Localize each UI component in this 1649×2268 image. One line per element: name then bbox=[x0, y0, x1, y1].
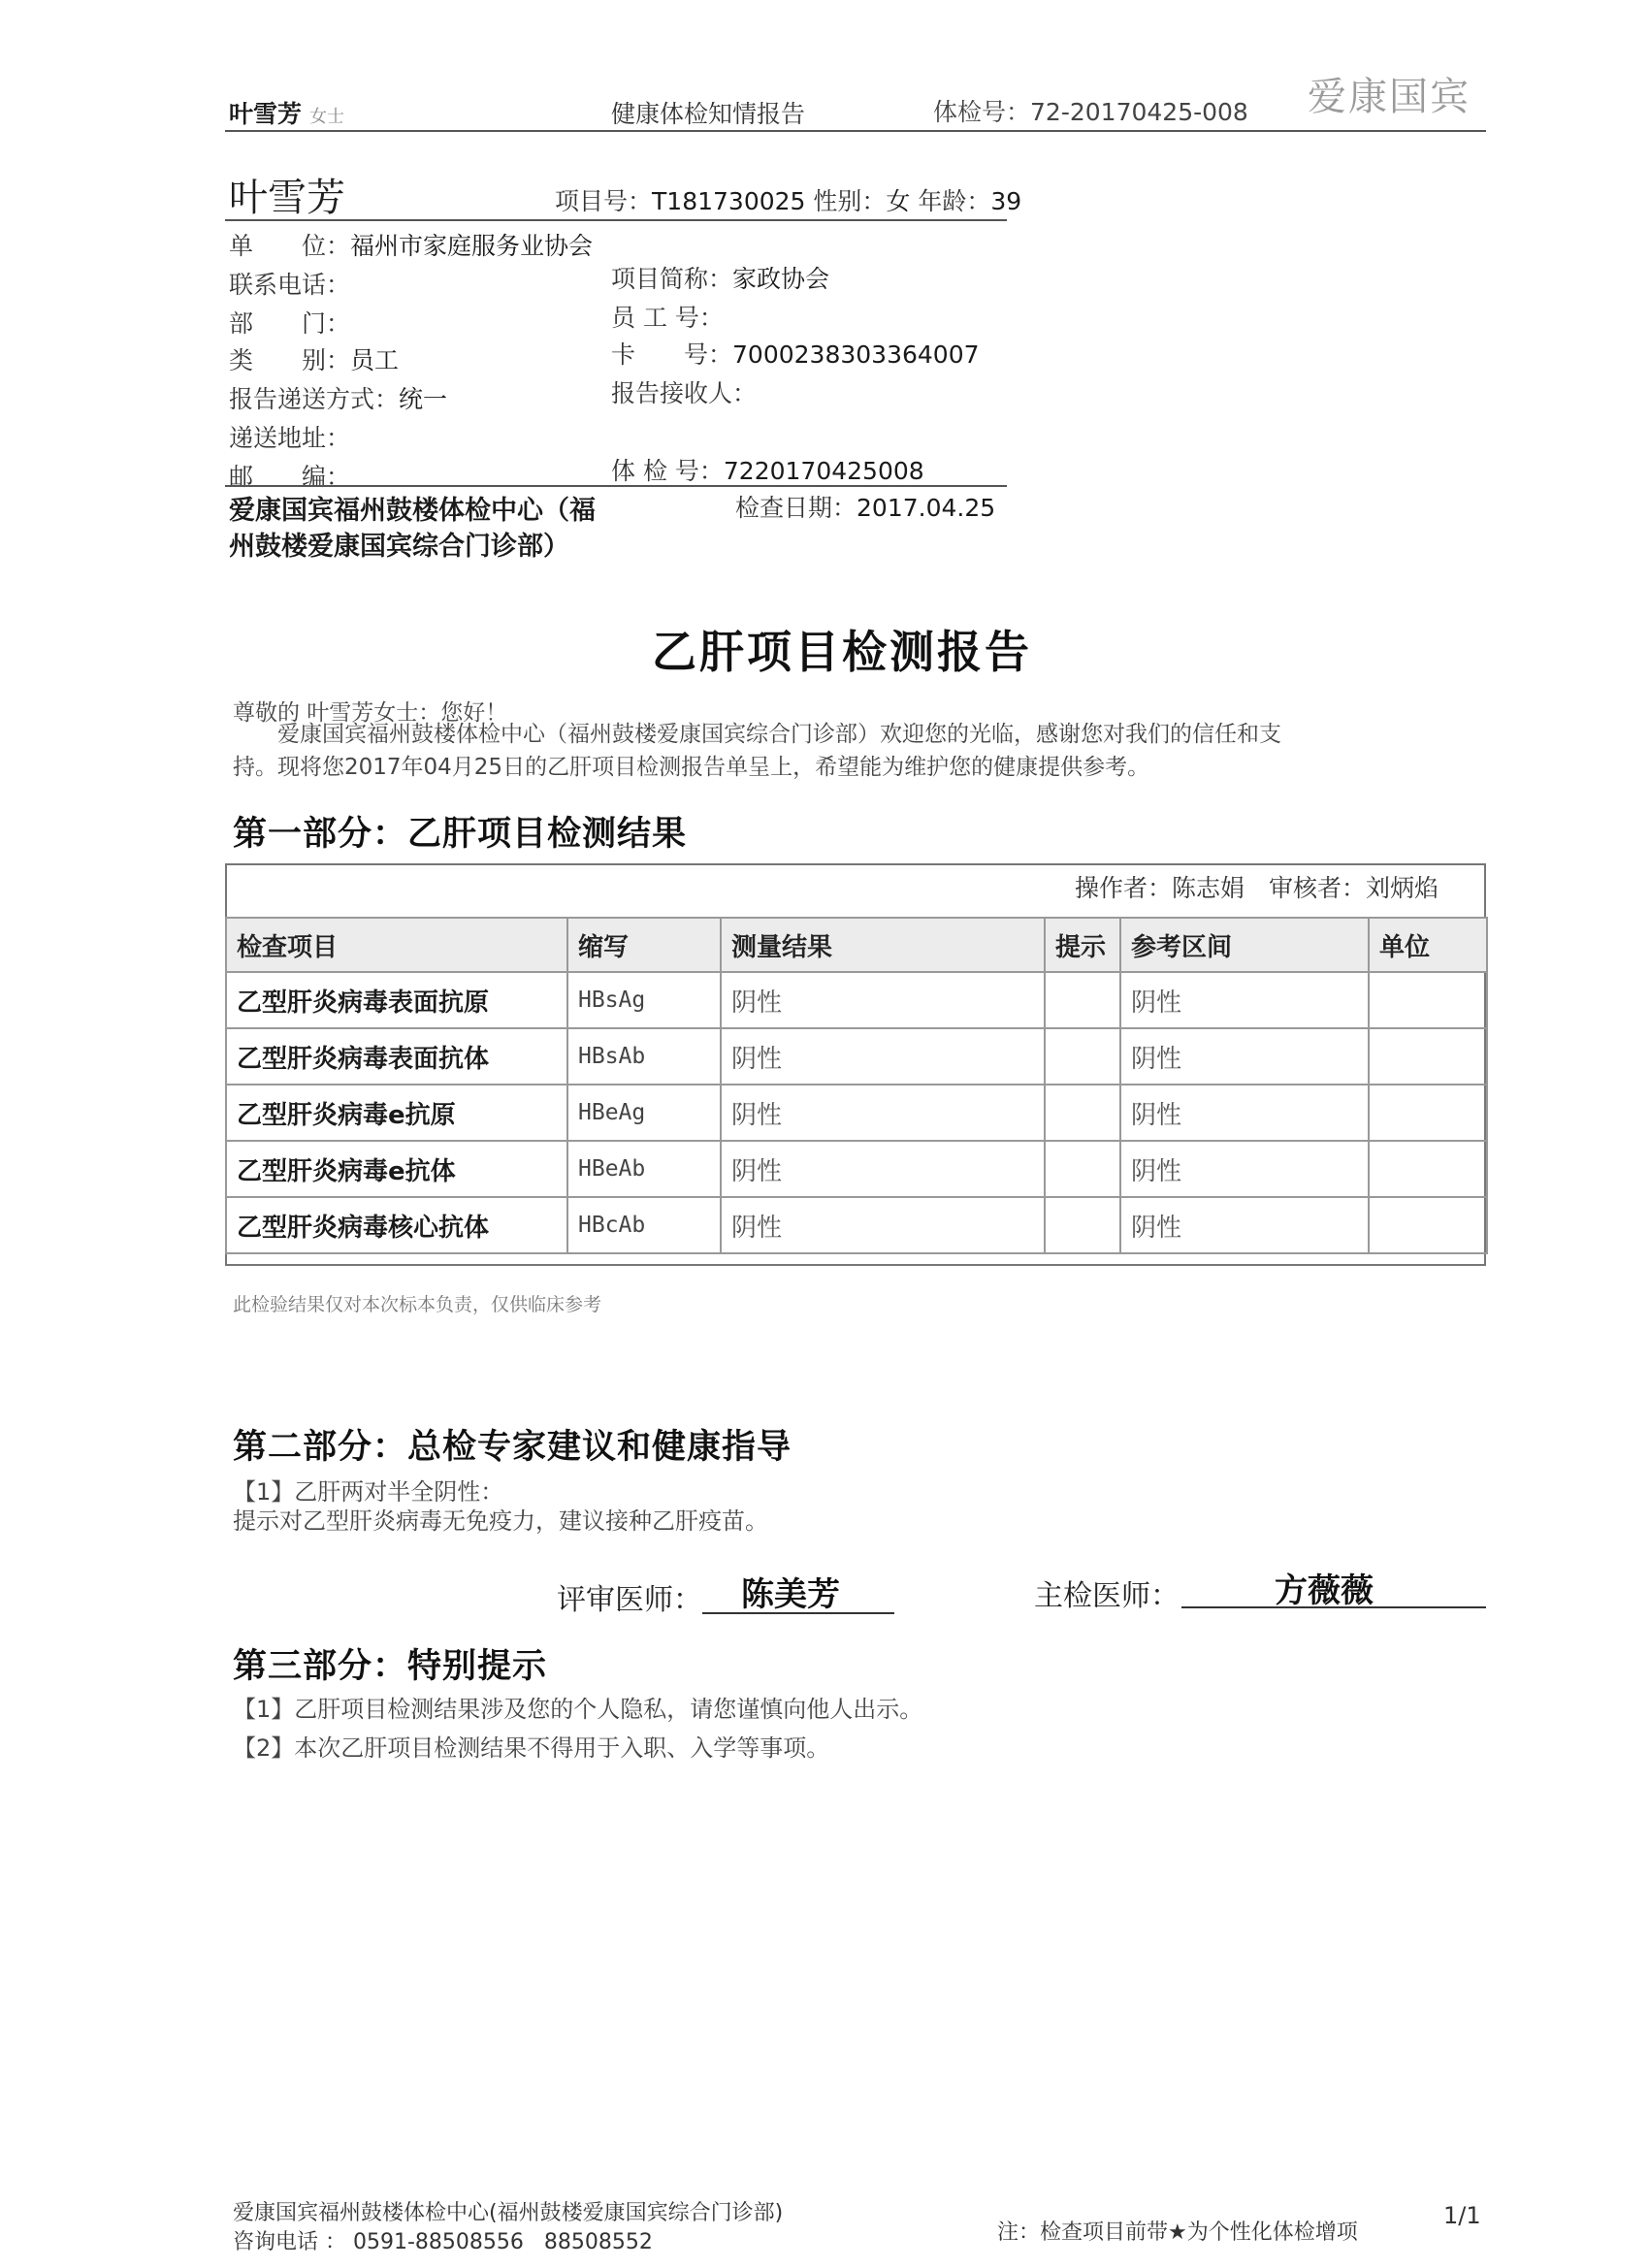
exam-date: 2017.04.25 bbox=[857, 494, 996, 522]
project-no: T181730025 bbox=[652, 187, 806, 215]
cell-abbr: HBeAg bbox=[567, 1085, 721, 1141]
cell-ref: 阴性 bbox=[1120, 972, 1369, 1028]
cell-abbr: HBeAb bbox=[567, 1141, 721, 1197]
cell-abbr: HBsAg bbox=[567, 972, 721, 1028]
reviewer: 审核者：刘炳焰 bbox=[1269, 874, 1439, 902]
chief-signature-line bbox=[1181, 1606, 1486, 1608]
staff-no-label: 员 工 号： bbox=[611, 304, 724, 332]
exam-no: 7220170425008 bbox=[723, 457, 924, 485]
footer-center: 爱康国宾福州鼓楼体检中心(福州鼓楼爱康国宾综合门诊部) bbox=[233, 2201, 784, 2225]
age-label: 年龄： bbox=[918, 187, 991, 215]
cell-unit bbox=[1369, 1141, 1487, 1197]
greeting: 尊敬的 叶雪芳女士：您好！ bbox=[233, 700, 508, 726]
cell-hint bbox=[1045, 1141, 1120, 1197]
cell-item: 乙型肝炎病毒表面抗原 bbox=[226, 972, 567, 1028]
card-no: 7000238303364007 bbox=[732, 340, 980, 369]
cell-unit bbox=[1369, 1085, 1487, 1141]
gender: 女 bbox=[886, 187, 911, 215]
cell-result: 阴性 bbox=[721, 1028, 1045, 1085]
table-row bbox=[226, 972, 1487, 1028]
cell-result: 阴性 bbox=[721, 972, 1045, 1028]
table-operators bbox=[1075, 869, 1439, 904]
footer-note: 注：检查项目前带★为个性化体检增项 bbox=[997, 2220, 1358, 2245]
part1-title: 第一部分：乙肝项目检测结果 bbox=[233, 815, 688, 854]
tip-item-1: 【1】乙肝项目检测结果涉及您的个人隐私，请您谨慎向他人出示。 bbox=[233, 1696, 923, 1723]
exam-center-name: 爱康国宾福州鼓楼体检中心（福州鼓楼爱康国宾综合门诊部） bbox=[229, 496, 596, 562]
cell-item: 乙型肝炎病毒e抗原 bbox=[226, 1085, 567, 1141]
reviewer-doctor-label: 评审医师： bbox=[557, 1583, 702, 1617]
part3-title: 第三部分：特别提示 bbox=[233, 1647, 548, 1686]
cell-result: 阴性 bbox=[721, 1085, 1045, 1141]
col-header-item: 检查项目 bbox=[226, 918, 567, 972]
cell-abbr: HBsAb bbox=[567, 1028, 721, 1085]
category-label: 类 别： bbox=[229, 346, 351, 374]
header-report-type: 健康体检知情报告 bbox=[611, 100, 806, 128]
cell-unit bbox=[1369, 972, 1487, 1028]
header-divider bbox=[225, 130, 1486, 132]
footer-phone-row bbox=[233, 2225, 653, 2255]
reviewer-signature-line bbox=[702, 1612, 894, 1614]
part2-title: 第二部分：总检专家建议和健康指导 bbox=[233, 1428, 792, 1467]
brand-logo-text: 爱康国宾 bbox=[1308, 75, 1471, 119]
results-table bbox=[225, 917, 1488, 1254]
card-label: 卡 号： bbox=[611, 340, 733, 369]
footer-phone-1: 0591-88508556 bbox=[353, 2230, 524, 2254]
zip-label: 邮 编： bbox=[229, 463, 351, 491]
col-header-hint: 提示 bbox=[1045, 918, 1120, 972]
project-name-row bbox=[611, 260, 829, 295]
col-header-abbr: 缩写 bbox=[567, 918, 721, 972]
result-disclaimer: 此检验结果仅对本次标本负责，仅供临床参考 bbox=[233, 1294, 602, 1315]
header-patient-name: 叶雪芳 bbox=[229, 100, 303, 128]
header-salutation: 女士 bbox=[308, 107, 344, 127]
header-exam-no bbox=[933, 93, 1248, 128]
cell-result: 阴性 bbox=[721, 1141, 1045, 1197]
receiver-label: 报告接收人： bbox=[611, 379, 758, 407]
cell-abbr: HBcAb bbox=[567, 1197, 721, 1253]
advice-item-1: 【1】乙肝两对半全阴性： bbox=[233, 1478, 504, 1506]
header-patient bbox=[229, 95, 344, 130]
footer-phone-2: 88508552 bbox=[543, 2230, 653, 2254]
exam-no-label: 体 检 号： bbox=[611, 457, 724, 485]
delivery-label: 报告递送方式： bbox=[229, 385, 400, 413]
operator: 操作者：陈志娟 bbox=[1075, 874, 1245, 902]
category-row bbox=[229, 341, 399, 376]
gender-label: 性别： bbox=[813, 187, 887, 215]
address-label: 递送地址： bbox=[229, 424, 351, 452]
cell-unit bbox=[1369, 1028, 1487, 1085]
patient-name: 叶雪芳 bbox=[229, 176, 345, 220]
exam-date-row bbox=[735, 489, 995, 524]
chief-doctor-label: 主检医师： bbox=[1034, 1579, 1180, 1613]
unit-row bbox=[229, 227, 593, 262]
project-name-label: 项目简称： bbox=[611, 265, 733, 293]
cell-ref: 阴性 bbox=[1120, 1028, 1369, 1085]
cell-result: 阴性 bbox=[721, 1197, 1045, 1253]
cell-ref: 阴性 bbox=[1120, 1141, 1369, 1197]
reviewer-signature: 陈美芳 bbox=[741, 1575, 840, 1614]
table-row bbox=[226, 1141, 1487, 1197]
patient-meta bbox=[555, 182, 1021, 217]
col-header-result: 测量结果 bbox=[721, 918, 1045, 972]
table-row bbox=[226, 1085, 1487, 1141]
card-row bbox=[611, 336, 980, 371]
exam-no-row bbox=[611, 452, 924, 487]
phone-label: 联系电话： bbox=[229, 271, 351, 299]
info-divider bbox=[225, 485, 1007, 487]
table-header-row bbox=[226, 918, 1487, 972]
cell-item: 乙型肝炎病毒表面抗体 bbox=[226, 1028, 567, 1085]
cell-item: 乙型肝炎病毒核心抗体 bbox=[226, 1197, 567, 1253]
cell-item: 乙型肝炎病毒e抗体 bbox=[226, 1141, 567, 1197]
intro-line-2: 持。现将您2017年04月25日的乙肝项目检测报告单呈上，希望能为维护您的健康提供参考。 bbox=[233, 755, 1150, 780]
page-number: 1/1 bbox=[1443, 2202, 1481, 2229]
delivery: 统一 bbox=[399, 385, 448, 413]
patient-divider bbox=[225, 219, 1007, 221]
dept-label: 部 门： bbox=[229, 309, 351, 338]
category: 员工 bbox=[350, 346, 400, 374]
exam-date-label: 检查日期： bbox=[735, 494, 857, 522]
project-name: 家政协会 bbox=[732, 265, 830, 293]
col-header-ref: 参考区间 bbox=[1120, 918, 1369, 972]
table-row bbox=[226, 1028, 1487, 1085]
unit-label: 单 位： bbox=[229, 232, 351, 260]
header-exam-no-value: 72-20170425-008 bbox=[1030, 98, 1248, 126]
intro-line-1: 爱康国宾福州鼓楼体检中心（福州鼓楼爱康国宾综合门诊部）欢迎您的光临，感谢您对我们的信任和支 bbox=[277, 722, 1281, 747]
chief-signature: 方薇薇 bbox=[1275, 1571, 1374, 1610]
cell-ref: 阴性 bbox=[1120, 1197, 1369, 1253]
project-no-label: 项目号： bbox=[555, 187, 653, 215]
age: 39 bbox=[990, 187, 1022, 215]
tip-item-2: 【2】本次乙肝项目检测结果不得用于入职、入学等事项。 bbox=[233, 1734, 830, 1762]
cell-hint bbox=[1045, 1028, 1120, 1085]
cell-hint bbox=[1045, 972, 1120, 1028]
table-row bbox=[226, 1197, 1487, 1253]
col-header-unit: 单位 bbox=[1369, 918, 1487, 972]
header-exam-no-label: 体检号： bbox=[933, 98, 1031, 126]
footer-phone-label: 咨询电话 ： bbox=[233, 2230, 346, 2254]
cell-unit bbox=[1369, 1197, 1487, 1253]
delivery-row bbox=[229, 380, 447, 415]
cell-hint bbox=[1045, 1197, 1120, 1253]
report-title: 乙肝项目检测报告 bbox=[652, 626, 1032, 678]
cell-ref: 阴性 bbox=[1120, 1085, 1369, 1141]
advice-item-1-detail: 提示对乙型肝炎病毒无免疫力，建议接种乙肝疫苗。 bbox=[233, 1507, 768, 1535]
cell-hint bbox=[1045, 1085, 1120, 1141]
unit-value: 福州市家庭服务业协会 bbox=[350, 232, 594, 260]
